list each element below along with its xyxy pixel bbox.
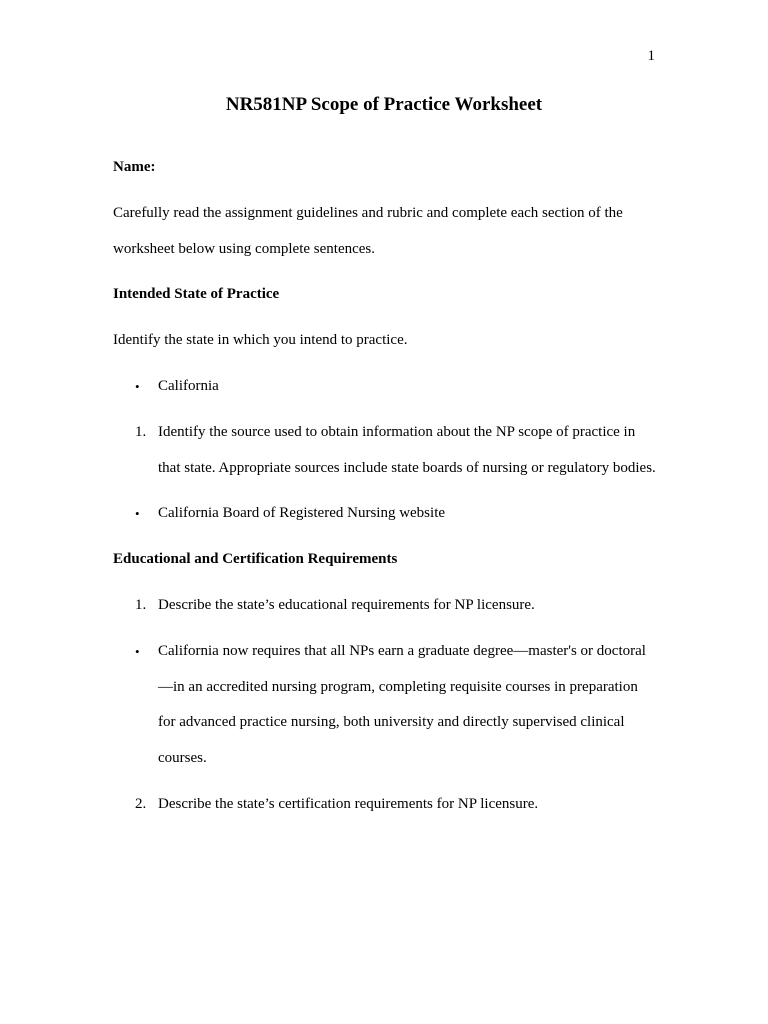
state-prompt: Identify the state in which you intend to practice. [113, 332, 408, 349]
page-number: 1 [647, 48, 655, 64]
intro-paragraph: Carefully read the assignment guidelines and rubric and complete each section of the worksheet below using complete sentences. [113, 204, 623, 257]
question-source: Identify the source used to obtain information about the NP scope of practice in that state. Appropriate sources include state boards of nursing or regulatory bodies. [158, 423, 656, 476]
section-heading-state: Intended State of Practice [113, 286, 280, 303]
name-label: Name: [113, 159, 156, 175]
bullet-item [113, 369, 658, 405]
document-body [113, 150, 658, 833]
bullet-icon: • [135, 506, 140, 522]
document-title: NR581NP Scope of Practice Worksheet [225, 94, 543, 115]
bullet-item [113, 634, 658, 777]
numbered-item [113, 415, 658, 487]
list-number: 1. [135, 423, 147, 440]
numbered-item [113, 588, 658, 624]
bullet-icon: • [135, 643, 140, 659]
bullet-item [113, 496, 658, 532]
bullet-icon: • [135, 378, 140, 394]
list-number: 2. [135, 795, 147, 812]
answer-education: California now requires that all NPs earn a graduate degree—master's or doctoral—in an accredited nursing program, completing requisite courses in preparation for advanced practice nursing, both university and directly supervised clinical courses. [158, 642, 646, 767]
question-education: Describe the state’s educational requirements for NP licensure. [158, 596, 535, 613]
question-certification: Describe the state’s certification requirements for NP licensure. [158, 795, 539, 812]
answer-source: California Board of Registered Nursing website [158, 505, 446, 522]
list-number: 1. [135, 596, 147, 613]
answer-state: California [158, 377, 219, 394]
section-heading-education: Educational and Certification Requirements [113, 551, 398, 568]
numbered-item [113, 787, 658, 823]
